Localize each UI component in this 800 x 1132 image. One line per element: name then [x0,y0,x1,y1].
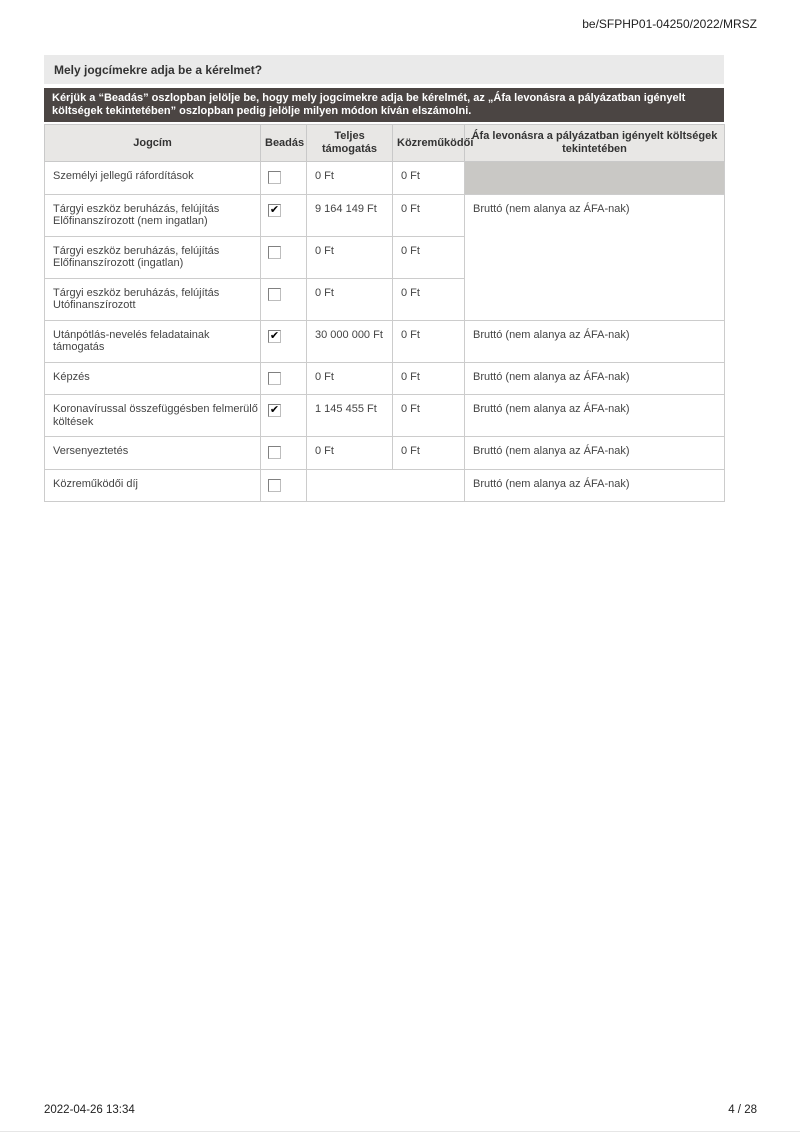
form-section [44,55,724,502]
table-header-row [45,125,725,162]
teljes-cell: 0 Ft [307,236,393,278]
teljes-cell: 30 000 000 Ft [307,320,393,362]
column-header-teljes-tamogatas: Teljes támogatás [307,125,393,162]
teljes-cell: 0 Ft [307,162,393,195]
teljes-cell: 9 164 149 Ft [307,194,393,236]
beadas-checkbox[interactable] [268,372,281,385]
table-row [45,162,725,195]
kozremukodoi-cell: 0 Ft [393,395,465,437]
beadas-cell [261,437,307,470]
afa-cell: Bruttó (nem alanya az ÁFA-nak) [465,194,725,320]
document-reference: be/SFPHP01-04250/2022/MRSZ [582,17,757,31]
kozremukodoi-cell: 0 Ft [393,236,465,278]
beadas-cell [261,278,307,320]
afa-cell: Bruttó (nem alanya az ÁFA-nak) [465,469,725,502]
instruction-banner: Kérjük a “Beadás” oszlopban jelölje be, hogy mely jogcímekre adja be kérelmét, az „Áfa levonásra a pályázatban igényelt költségek tekintetében” oszlopban pedig jelölje milyen módon kíván elszámolni. [44,88,724,122]
afa-cell: Bruttó (nem alanya az ÁFA-nak) [465,437,725,470]
table-row [45,194,725,236]
beadas-cell [261,194,307,236]
jogcim-cell: Utánpótlás-nevelés feladatainak támogatás [45,320,261,362]
beadas-cell [261,236,307,278]
beadas-cell [261,320,307,362]
jogcim-cell: Személyi jellegű ráfordítások [45,162,261,195]
beadas-checkbox[interactable] [268,171,281,184]
afa-cell: Bruttó (nem alanya az ÁFA-nak) [465,395,725,437]
jogcim-cell: Tárgyi eszköz beruházás, felújítás Utófinanszírozott [45,278,261,320]
beadas-checkbox[interactable] [268,479,281,492]
beadas-cell [261,395,307,437]
column-header-jogcim: Jogcím [45,125,261,162]
beadas-checkbox[interactable]: ✔ [269,203,280,216]
afa-cell-shaded [465,162,725,195]
jogcim-cell: Koronavírussal összefüggésben felmerülő költések [45,395,261,437]
table-row [45,320,725,362]
table-row [45,362,725,395]
teljes-cell: 1 145 455 Ft [307,395,393,437]
beadas-cell [261,162,307,195]
table-row [45,437,725,470]
beadas-checkbox[interactable]: ✔ [269,404,280,416]
footer-timestamp: 2022-04-26 13:34 [44,1104,135,1116]
afa-cell: Bruttó (nem alanya az ÁFA-nak) [465,362,725,395]
beadas-checkbox[interactable] [268,246,281,259]
teljes-cell: 0 Ft [307,437,393,470]
grant-claims-table [44,124,725,502]
beadas-cell [261,469,307,502]
teljes-cell: 0 Ft [307,278,393,320]
beadas-checkbox[interactable]: ✔ [269,329,280,342]
teljes-cell: 0 Ft [307,362,393,395]
footer-page-number: 4 / 28 [728,1104,757,1116]
beadas-cell [261,362,307,395]
beadas-checkbox[interactable] [268,288,281,301]
beadas-checkbox[interactable] [268,446,281,459]
table-row [45,469,725,502]
kozremukodoi-cell: 0 Ft [393,320,465,362]
column-header-beadas: Beadás [261,125,307,162]
table-row [45,395,725,437]
kozremukodoi-cell: 0 Ft [393,194,465,236]
kozremukodoi-cell: 0 Ft [393,362,465,395]
jogcim-cell: Tárgyi eszköz beruházás, felújítás Előfinanszírozott (ingatlan) [45,236,261,278]
jogcim-cell: Közreműködői díj [45,469,261,502]
kozremukodoi-cell: 0 Ft [393,278,465,320]
afa-cell: Bruttó (nem alanya az ÁFA-nak) [465,320,725,362]
section-title: Mely jogcímekre adja be a kérelmet? [44,55,724,84]
kozremukodoi-cell: 0 Ft [393,162,465,195]
column-header-kozremukodoi: Közreműködői [393,125,465,162]
jogcim-cell: Képzés [45,362,261,395]
kozremukodoi-cell: 0 Ft [393,437,465,470]
merged-empty-cell [307,469,465,502]
column-header-afa: Áfa levonásra a pályázatban igényelt költségek tekintetében [465,125,725,162]
jogcim-cell: Versenyeztetés [45,437,261,470]
jogcim-cell: Tárgyi eszköz beruházás, felújítás Előfinanszírozott (nem ingatlan) [45,194,261,236]
